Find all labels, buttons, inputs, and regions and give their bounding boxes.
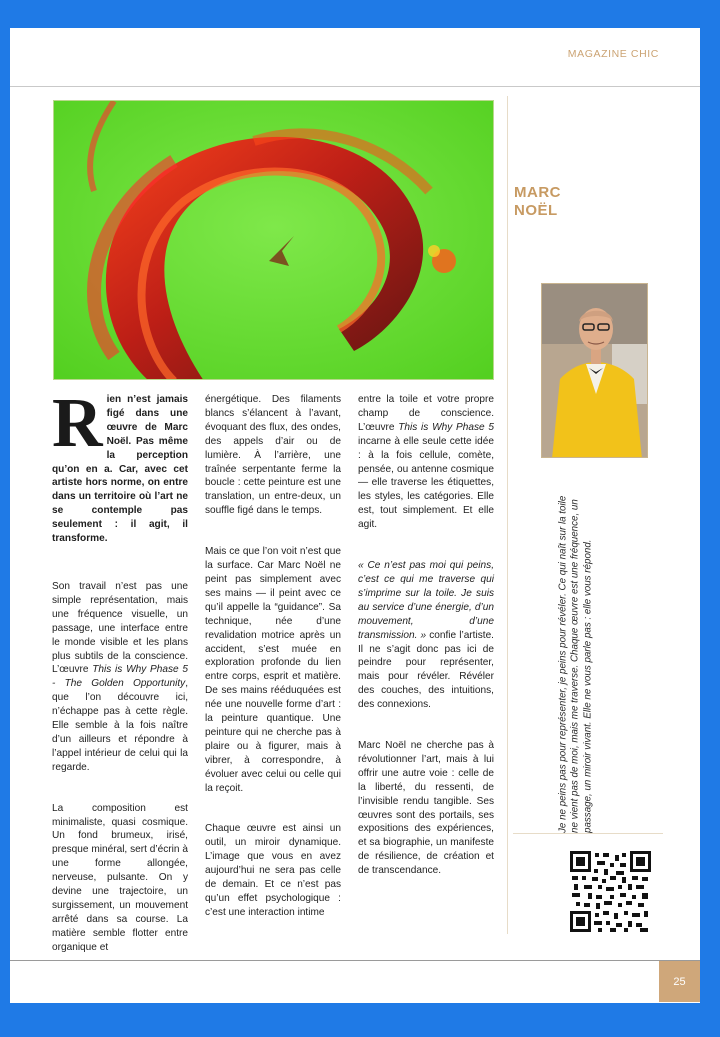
paragraph-3: énergétique. Des filaments blancs s’élancent à l’avant, évoquant des flux, des ondes, des appels d’air ou de lumière. À l’arrière, une traînée serpentante ferme la boucle : cette peinture est une translation, un entre-deux, un souffle figé dans le temps. bbox=[205, 394, 341, 517]
magazine-page bbox=[10, 28, 700, 1003]
author-last-name: NOËL bbox=[514, 202, 558, 219]
artist-quote: « Ce n’est pas moi qui peins, c’est ce qui me traverse qui s’imprime sur la toile. Je suis au service d’une énergie, d’un mouvement, d’une transmission. » bbox=[358, 560, 494, 641]
artwork-title-short: This is Why Phase 5 bbox=[398, 421, 494, 433]
side-quote bbox=[496, 495, 656, 833]
sidebar-rule bbox=[513, 833, 663, 834]
author-portrait bbox=[541, 283, 648, 458]
artwork-title: This is Why Phase 5 - The Golden Opportunity bbox=[52, 664, 188, 690]
paragraph-8: Marc Noël ne cherche pas à révolutionner l’art, mais à lui offrir une autre voie : celle de la liberté, du ressenti, de l’invisible rendu tangible. Ses œuvres sont des portails, ses expositions des expériences, et sa biographie, un manifeste de résilience, de création et de transcendance. bbox=[358, 740, 494, 877]
article-column-3 bbox=[358, 393, 494, 878]
intro-text: ien n’est jamais figé dans une œuvre de Marc Noël. Pas même la perception qu’on en a. Car, avec cet artiste hors norme, on entre dans un territoire où l’art ne se contemple pas seulement : il agit, il transforme. bbox=[52, 394, 188, 545]
dropcap: R bbox=[52, 385, 103, 462]
paragraph-6-text-b: incarne à elle seule cette idée : à la fois cellule, comète, pensée, ou antenne cosmique — elle traverse les étiquettes, les styles, les catégories. Elle est, tout simplement. Et elle agit. bbox=[358, 435, 494, 531]
footer-rule bbox=[10, 960, 700, 961]
page-number-badge: 25 bbox=[659, 961, 700, 1002]
qr-code-icon[interactable] bbox=[570, 851, 651, 932]
article-column-2 bbox=[205, 393, 341, 920]
paragraph-1 bbox=[52, 580, 188, 775]
author-name bbox=[514, 184, 614, 220]
side-quote-text: Je ne peins pas pour représenter, je peins pour révéler. Ce qui naît sur la toile ne vient pas de moi, mais me traverse. Chaque œuvre est une fréquence, un passage, un miroir vivant. Elle ne vous parle pas : elle vous répond. bbox=[557, 495, 594, 833]
header-rule bbox=[10, 86, 700, 87]
magazine-name: MAGAZINE CHIC bbox=[567, 48, 659, 60]
paragraph-7 bbox=[358, 559, 494, 712]
article-column-1 bbox=[52, 385, 188, 955]
paragraph-4: Mais ce que l’on voit n’est que la surface. Car Marc Noël ne peint pas simplement avec ses mains — il peint avec ce qu’il appelle la “guidance”. Sa technique, née d’une revalidation motrice après un accident, s’est muée en exploration profonde du lien entre corps, esprit et matière. De ses mains rééduquées est née une nouvelle forme d’art : la peinture quantique. Une peinture qui ne cherche pas à plaire ou à figurer, mais à vibrer, à correspondre, à évoluer avec celui ou celle qui la reçoit. bbox=[205, 546, 341, 794]
intro-paragraph bbox=[52, 385, 188, 546]
paragraph-1-text-b: , que l’on découvre ici, n’échappe pas à cette règle. Elle semble à la fois naître d’un ailleurs et répondre à l’appel intérieur de celui qui la regarde. bbox=[52, 678, 188, 773]
paragraph-7-text: confie l’artiste. Il ne s’agit donc pas ici de peindre pour représenter, mais pour révéler. Révéler des couches, des intuitions, des connexions. bbox=[358, 629, 494, 711]
paragraph-1-text-a: Son travail n’est pas une simple représentation, mais une fréquence visuelle, un passage, une interface entre le monde visible et les plans plus subtils de la conscience. L’œuvre bbox=[52, 580, 188, 676]
artwork-image bbox=[53, 100, 494, 380]
paragraph-6-text-a: entre la toile et votre propre champ de conscience. L’œuvre bbox=[358, 394, 494, 433]
paragraph-6 bbox=[358, 393, 494, 532]
paragraph-5: Chaque œuvre est ainsi un outil, un miroir dynamique. L’image que vous en avez aujourd’hui ne sera pas celle de demain. Et ce n’est pas qu’un effet psychologique : c’est une interaction intime bbox=[205, 823, 341, 918]
author-first-name: MARC bbox=[514, 184, 561, 201]
paragraph-2: La composition est minimaliste, quasi cosmique. Un fond brumeux, irisé, presque minéral, sert d’écrin à une forme allongée, nerveuse, pulsante. On y devine une trajectoire, un surgissement, un mouvement arrêté dans sa course. La matière semble flotter entre organique et bbox=[52, 802, 188, 953]
